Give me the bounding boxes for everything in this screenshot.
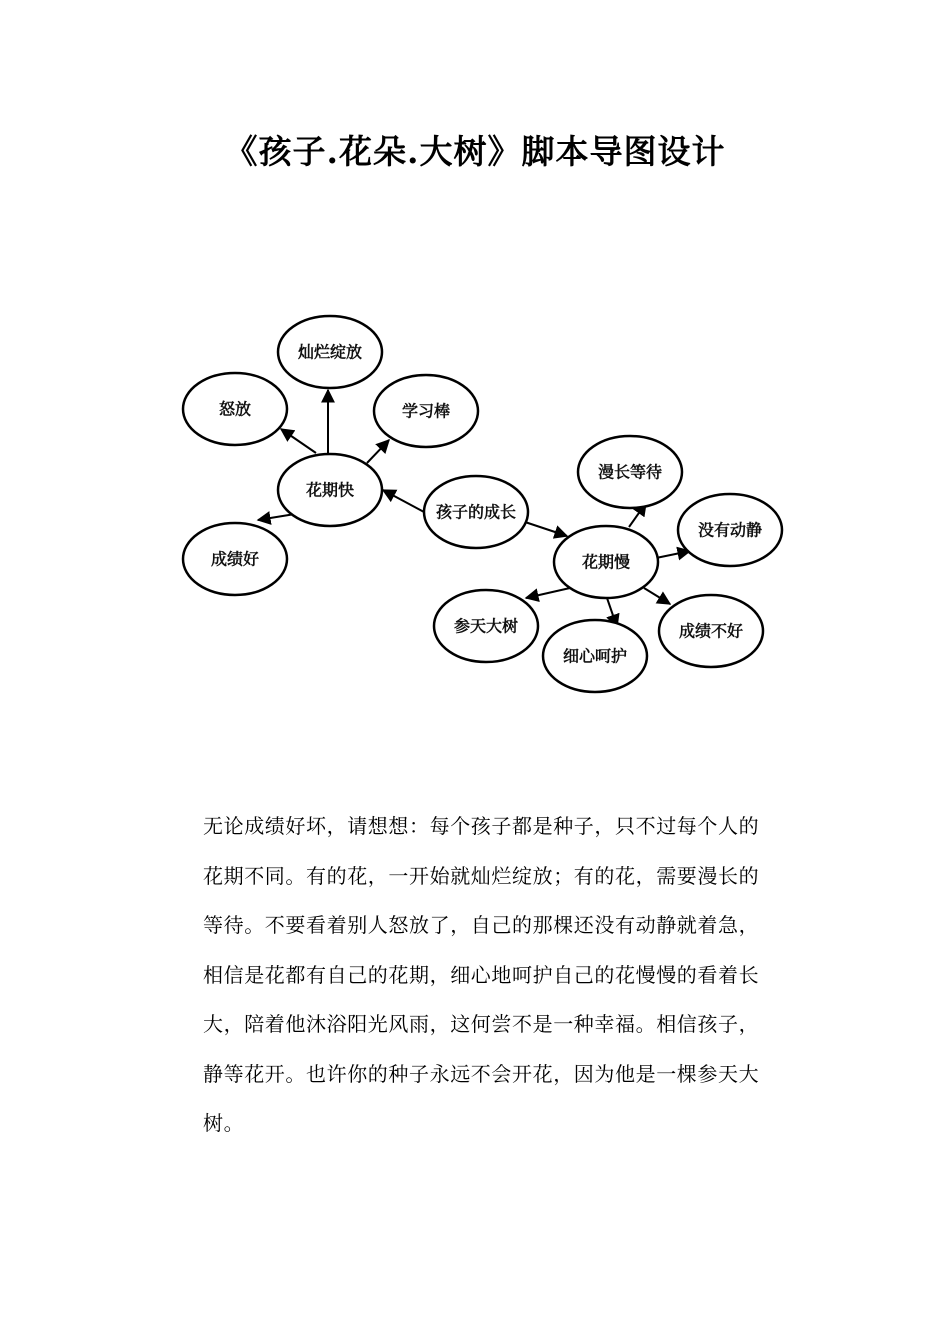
leaf-node-label: 细心呵护 [562,646,628,666]
page-title: 《孩子.花朵.大树》脚本导图设计 [224,132,726,171]
mind-map-center-node [424,476,528,548]
leaf-node-label: 参天大树 [453,616,519,636]
branch-node-slow [554,526,658,598]
edge-slow-to-tree [526,588,570,598]
leaf-node-label: 怒放 [218,399,252,419]
paragraph-line: 大，陪着他沐浴阳光风雨，这何尝不是一种幸福。相信孩子， [203,1012,760,1036]
leaf-node-label: 成绩好 [210,549,260,569]
paragraph-line: 相信是花都有自己的花期，细心地呵护自己的花慢慢的看着长 [203,962,760,987]
body-paragraph [203,802,813,1149]
leaf-node-label: 灿烂绽放 [297,342,363,362]
leaf-node [434,590,538,662]
leaf-node-label: 成绩不好 [678,621,744,641]
leaf-node [659,595,763,667]
edge-slow-to-badgrades [644,588,670,604]
branch-node-fast [278,454,382,526]
paragraph-line: 等待。不要看着别人怒放了，自己的那棵还没有动静就着急， [203,913,760,937]
leaf-node [678,494,782,566]
edge-center-to-slow [525,522,567,536]
edge-fast-to-goodstudy [367,440,389,463]
leaf-node [374,375,478,447]
paragraph-line: 无论成绩好坏，请想想：每个孩子都是种子，只不过每个人的 [203,814,760,838]
edge-fast-to-goodgrades [258,514,295,520]
leaf-node-label: 学习棒 [401,401,451,421]
paragraph-line: 花期不同。有的花，一开始就灿烂绽放；有的花，需要漫长的 [203,863,760,888]
paragraph-line: 树。 [203,1111,245,1135]
leaf-node [543,620,647,692]
leaf-node [183,373,287,445]
branch-node-label: 花期快 [305,480,355,500]
leaf-node [578,436,682,508]
leaf-node-label: 漫长等待 [597,462,663,482]
leaf-node-label: 没有动静 [697,520,763,540]
paragraph-line: 静等花开。也许你的种子永远不会开花，因为他是一棵参天大 [203,1061,760,1086]
edge-center-to-fast [383,490,424,512]
leaf-node [278,316,382,388]
branch-node-label: 花期慢 [581,552,631,572]
edge-fast-to-fullbloom [281,429,316,453]
edge-slow-to-nomovement [656,551,690,558]
center-node-label: 孩子的成长 [435,502,517,522]
leaf-node [183,523,287,595]
